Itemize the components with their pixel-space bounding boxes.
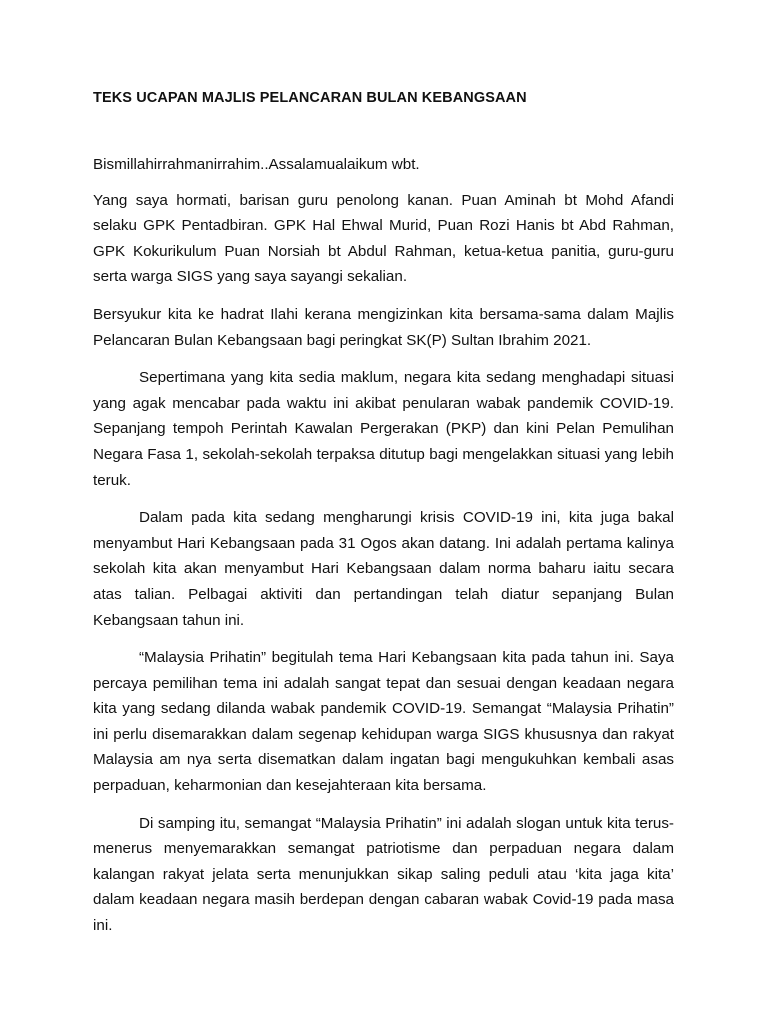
- document-body: [93, 152, 674, 951]
- document-page: [93, 0, 674, 1024]
- greeting-paragraph: Bismillahirrahmanirrahim..Assalamualaikum wbt.: [93, 156, 420, 173]
- slogan-paragraph: Di samping itu, semangat “Malaysia Prihatin” ini adalah slogan untuk kita terus-menerus menyemarakkan semangat patriotisme dan perpaduan negara dalam kalangan rakyat jelata serta menunjukkan sikap saling peduli atau ‘kita jaga kita’ dalam keadaan negara masih berdepan dengan cabaran wabak Covid-19 pada masa ini.: [93, 814, 674, 935]
- salutation-paragraph: Yang saya hormati, barisan guru penolong kanan. Puan Aminah bt Mohd Afandi selaku GPK Pentadbiran. GPK Hal Ehwal Murid, Puan Rozi Hanis bt Abd Rahman, GPK Kokurikulum Puan Norsiah bt Abdul Rahman, ketua-ketua panitia, guru-guru serta warga SIGS yang saya sayangi sekalian.: [93, 191, 674, 286]
- pandemic-situation-paragraph: Sepertimana yang kita sedia maklum, negara kita sedang menghadapi situasi yang agak mencabar pada waktu ini akibat penularan wabak pandemik COVID-19. Sepanjang tempoh Perintah Kawalan Pergerakan (PKP) dan kini Pelan Pemulihan Negara Fasa 1, sekolah-sekolah terpaksa ditutup bagi mengelakkan situasi yang lebih teruk.: [93, 369, 674, 489]
- theme-paragraph: “Malaysia Prihatin” begitulah tema Hari Kebangsaan kita pada tahun ini. Saya percaya pemilihan tema ini adalah sangat tepat dan sesuai dengan keadaan negara kita yang sedang dilanda wabak pandemik COVID-19. Semangat “Malaysia Prihatin” ini perlu disemarakkan dalam segenap kehidupan warga SIGS khususnya dan rakyat Malaysia am nya serta disematkan dalam ingatan bagi mengukuhkan kembali asas perpaduan, keharmonian dan kesejahteraan kita bersama.: [93, 649, 674, 795]
- document-title: TEKS UCAPAN MAJLIS PELANCARAN BULAN KEBANGSAAN: [93, 90, 527, 106]
- national-day-paragraph: Dalam pada kita sedang mengharungi krisis COVID-19 ini, kita juga bakal menyambut Hari Kebangsaan pada 31 Ogos akan datang. Ini adalah pertama kalinya sekolah kita akan menyambut Hari Kebangsaan dalam norma baharu iaitu secara atas talian. Pelbagai aktiviti dan pertandingan telah diatur sepanjang Bulan Kebangsaan tahun ini.: [93, 509, 674, 629]
- gratitude-paragraph: Bersyukur kita ke hadrat Ilahi kerana mengizinkan kita bersama-sama dalam Majlis Pelancaran Bulan Kebangsaan bagi peringkat SK(P) Sultan Ibrahim 2021.: [93, 305, 674, 349]
